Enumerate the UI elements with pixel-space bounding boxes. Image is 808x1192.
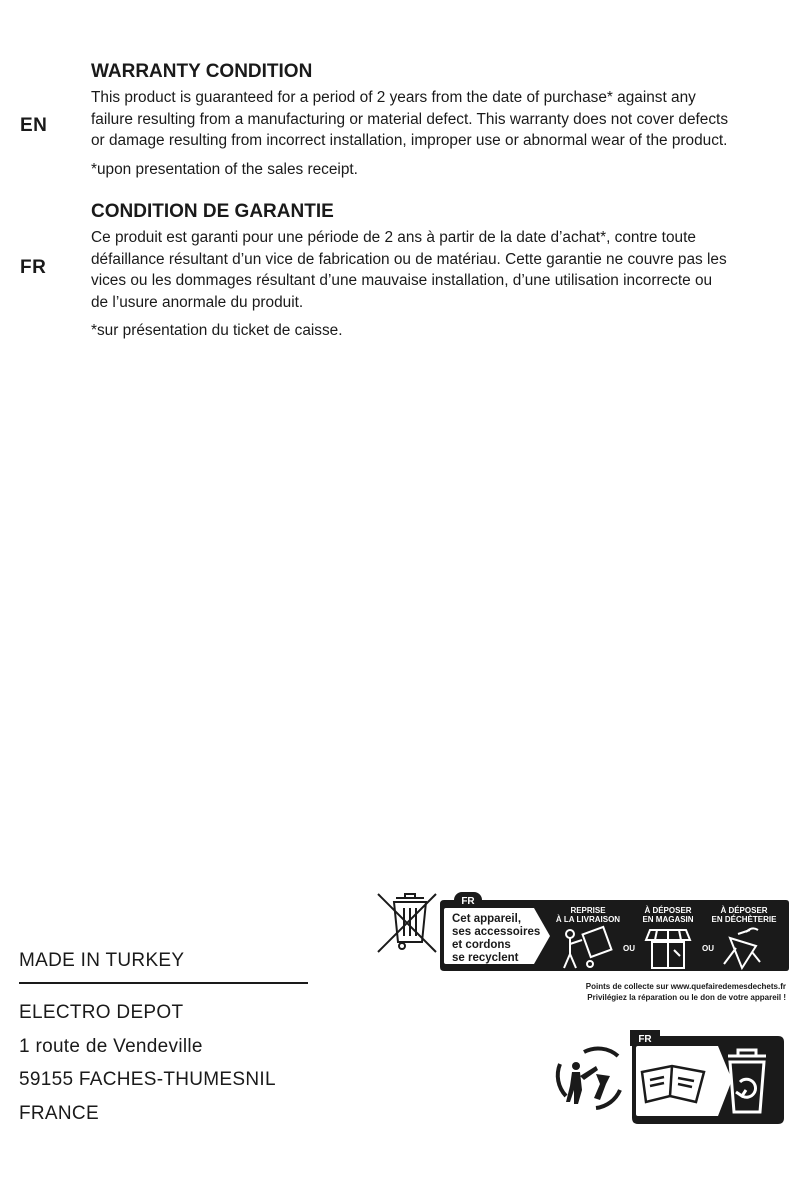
section-body: Ce produit est garanti pour une période de 2 ans à partir de la date d’achat*, contre toute défaillance résultant d’un vice de fabrication ou de matériau. Cette garantie ne couvre pas les vices ou les dommages résultant d’une mauvaise installation, d’une utilisation incorrecte ou de l’usure anormale du produit. — [91, 229, 727, 311]
section-body: This product is guaranteed for a period of 2 years from the date of purchase* against any failure resulting from a manufacturing or material defect. This warranty does not cover defects or damage resulting from incorrect installation, improper use or abnormal wear of the product. — [91, 89, 729, 149]
triman-icon — [558, 1048, 620, 1108]
warranty-section-fr — [91, 201, 731, 342]
section-note: *sur présentation du ticket de caisse. — [91, 322, 343, 339]
recycling-info-logos — [374, 890, 794, 1135]
language-tag-fr: FR — [20, 257, 47, 278]
country-badge: FR — [638, 1034, 652, 1045]
paper-recycling-logo — [630, 1030, 784, 1124]
language-tag-en: EN — [20, 115, 48, 136]
option-label: EN MAGASIN — [642, 915, 694, 924]
recycling-headline-line: et cordons — [452, 939, 511, 951]
made-in-label: MADE IN TURKEY — [19, 950, 185, 971]
country-badge: FR — [461, 896, 475, 907]
separator-label: OU — [702, 944, 714, 953]
option-label: REPRISE — [570, 906, 606, 915]
divider — [19, 982, 308, 984]
recycling-headline-line: ses accessoires — [452, 926, 541, 938]
separator-label: OU — [623, 944, 635, 953]
option-label: EN DÉCHÈTERIE — [711, 915, 777, 924]
crossed-bin-icon — [378, 894, 436, 952]
section-title: WARRANTY CONDITION — [91, 61, 313, 82]
section-note: *upon presentation of the sales receipt. — [91, 160, 358, 178]
address-line: 59155 FACHES-THUMESNIL — [19, 1069, 276, 1090]
recycling-banner — [440, 892, 789, 1002]
option-label: À DÉPOSER — [720, 906, 768, 915]
option-label: À LA LIVRAISON — [555, 915, 621, 924]
recycling-headline-line: se recyclent — [452, 952, 519, 964]
address-line: FRANCE — [19, 1102, 99, 1124]
repair-advice-text: Privilégiez la réparation ou le don de votre appareil ! — [587, 993, 786, 1002]
collection-points-text: Points de collecte sur www.quefairedemesdechets.fr — [585, 982, 786, 991]
manufacturer-address — [19, 996, 276, 1130]
recycling-headline-line: Cet appareil, — [452, 913, 522, 925]
option-label: À DÉPOSER — [644, 906, 692, 915]
warranty-section-en — [91, 61, 731, 180]
section-title: CONDITION DE GARANTIE — [91, 201, 334, 222]
address-line: ELECTRO DEPOT — [19, 1002, 184, 1023]
address-line: 1 route de Vendeville — [19, 1035, 203, 1057]
